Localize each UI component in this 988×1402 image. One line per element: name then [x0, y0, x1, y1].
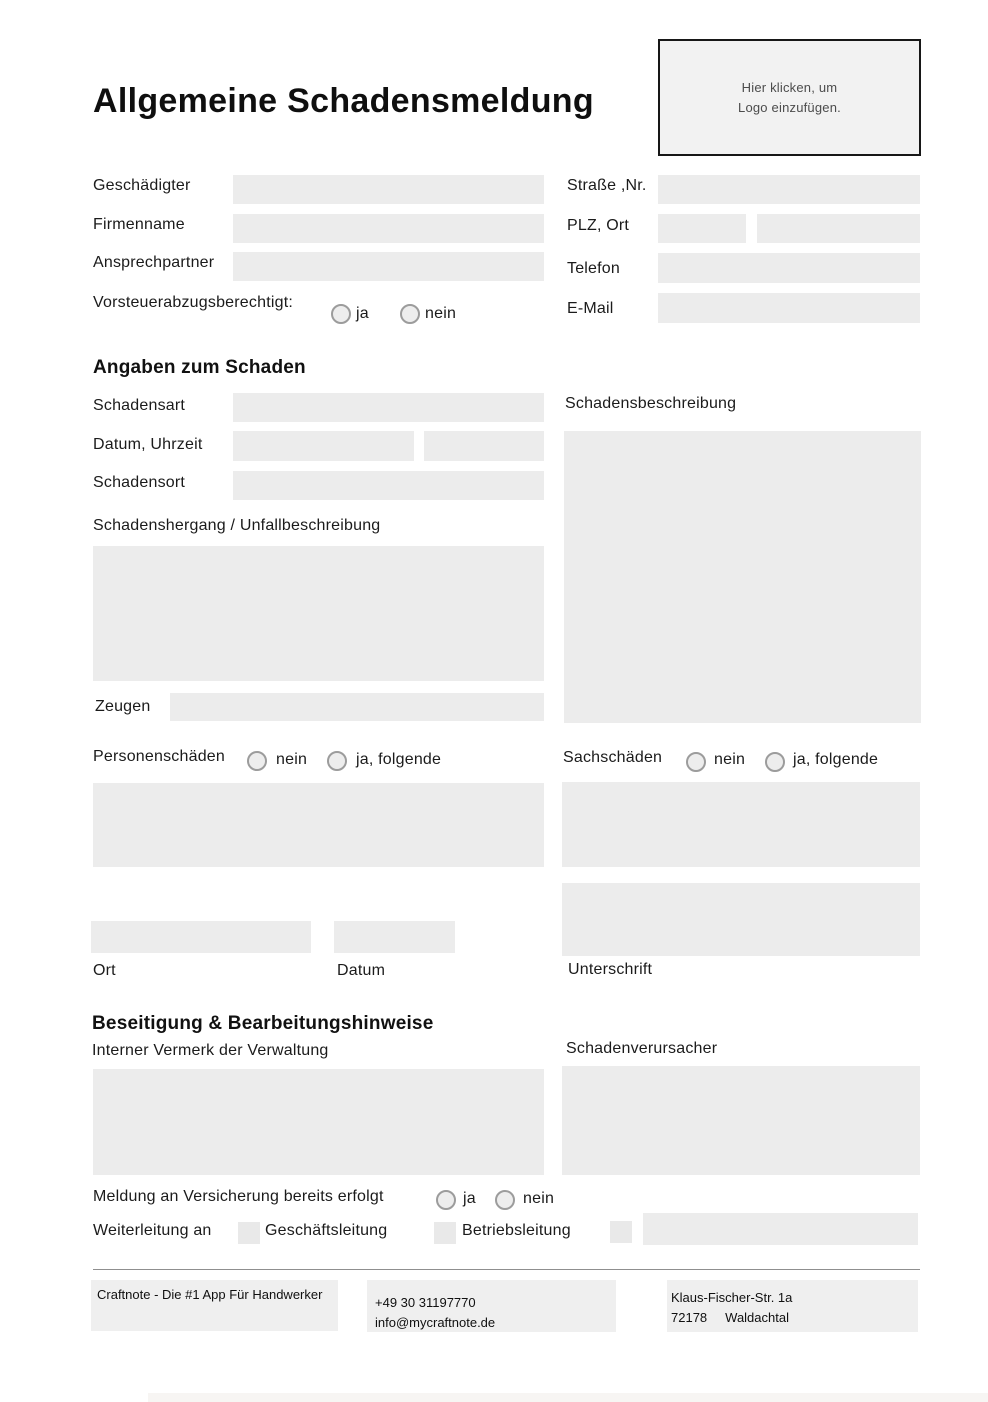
- vorsteuer-ja-label: ja: [356, 305, 369, 322]
- plz-input[interactable]: [658, 214, 746, 243]
- uhrzeit-input[interactable]: [424, 431, 544, 461]
- geschaeftsleitung-label: Geschäftsleitung: [265, 1222, 388, 1239]
- vorsteuer-nein-label: nein: [425, 305, 457, 322]
- schadensort-label: Schadensort: [93, 474, 186, 491]
- personenschaeden-ja-radio[interactable]: [327, 751, 347, 771]
- ort-sign-input[interactable]: [91, 921, 311, 953]
- footer-contact-box: [367, 1280, 616, 1332]
- schadensart-label: Schadensart: [93, 397, 186, 414]
- strasse-label: Straße ,Nr.: [567, 177, 647, 194]
- datum-input[interactable]: [233, 431, 414, 461]
- schadenverursacher-label: Schadenverursacher: [566, 1040, 718, 1057]
- unterschrift-box[interactable]: [562, 883, 920, 956]
- logo-upload-hint-line1: Hier klicken, um: [741, 79, 838, 95]
- schadensbeschreibung-textarea[interactable]: [564, 431, 921, 723]
- schadensbeschreibung-label: Schadensbeschreibung: [565, 395, 737, 412]
- footer-address-box: [667, 1280, 918, 1332]
- schadensart-input[interactable]: [233, 393, 544, 422]
- datum-sign-input[interactable]: [334, 921, 455, 953]
- strasse-input[interactable]: [658, 175, 920, 204]
- telefon-label: Telefon: [567, 260, 620, 277]
- weiterleitung-sonstige-checkbox[interactable]: [610, 1221, 632, 1243]
- footer-company: Craftnote - Die #1 App Für Handwerker: [97, 1287, 323, 1302]
- meldung-ja-radio[interactable]: [436, 1190, 456, 1210]
- sachschaeden-nein-label: nein: [714, 751, 746, 768]
- email-label: E-Mail: [567, 300, 614, 317]
- weiterleitung-label: Weiterleitung an: [93, 1222, 212, 1239]
- ort-sign-label: Ort: [93, 962, 116, 979]
- footer-divider: [93, 1269, 920, 1270]
- footer-company-box: [91, 1280, 338, 1331]
- geschaeftsleitung-checkbox[interactable]: [238, 1222, 260, 1244]
- hergang-textarea[interactable]: [93, 546, 544, 681]
- plz-ort-label: PLZ, Ort: [567, 217, 630, 234]
- sachschaeden-label: Sachschäden: [563, 749, 663, 766]
- personenschaeden-ja-label: ja, folgende: [356, 751, 442, 768]
- betriebsleitung-checkbox[interactable]: [434, 1222, 456, 1244]
- ort-input[interactable]: [757, 214, 920, 243]
- vorsteuer-nein-radio[interactable]: [400, 304, 420, 324]
- meldung-ja-label: ja: [463, 1190, 476, 1207]
- footer-address-city: Waldachtal: [725, 1310, 789, 1325]
- logo-upload-hint-line2: Logo einzufügen.: [738, 99, 841, 115]
- meldung-label: Meldung an Versicherung bereits erfolgt: [93, 1188, 384, 1205]
- page-title: Allgemeine Schadensmeldung: [93, 82, 594, 120]
- personenschaeden-nein-radio[interactable]: [247, 751, 267, 771]
- page-bottom-edge: [148, 1393, 988, 1402]
- vermerk-textarea[interactable]: [93, 1069, 544, 1175]
- vorsteuer-label: Vorsteuerabzugsberechtigt:: [93, 294, 293, 311]
- personenschaeden-nein-label: nein: [276, 751, 308, 768]
- schadenverursacher-textarea[interactable]: [562, 1066, 920, 1175]
- sachschaeden-ja-radio[interactable]: [765, 752, 785, 772]
- footer-address-plz: 72178: [671, 1310, 708, 1325]
- ansprechpartner-input[interactable]: [233, 252, 544, 281]
- datum-uhrzeit-label: Datum, Uhrzeit: [93, 436, 203, 453]
- hergang-label: Schadenshergang / Unfallbeschreibung: [93, 517, 381, 534]
- ansprechpartner-label: Ansprechpartner: [93, 254, 215, 271]
- weiterleitung-sonstige-input[interactable]: [643, 1213, 918, 1245]
- personenschaeden-label: Personenschäden: [93, 748, 225, 765]
- vermerk-label: Interner Vermerk der Verwaltung: [92, 1042, 329, 1059]
- firmenname-label: Firmenname: [93, 216, 185, 233]
- footer-address-city-line: [671, 1308, 918, 1328]
- section-beseitigung: Beseitigung & Bearbeitungshinweise: [92, 1013, 434, 1034]
- personenschaeden-textarea[interactable]: [93, 783, 544, 867]
- section-angaben-zum-schaden: Angaben zum Schaden: [93, 357, 306, 378]
- zeugen-input[interactable]: [170, 693, 544, 721]
- vorsteuer-ja-radio[interactable]: [331, 304, 351, 324]
- meldung-nein-label: nein: [523, 1190, 555, 1207]
- footer-address-street: Klaus-Fischer-Str. 1a: [671, 1290, 793, 1305]
- sachschaeden-textarea[interactable]: [562, 782, 920, 867]
- telefon-input[interactable]: [658, 253, 920, 283]
- firmenname-input[interactable]: [233, 214, 544, 243]
- betriebsleitung-label: Betriebsleitung: [462, 1222, 571, 1239]
- footer-phone: +49 30 31197770: [375, 1295, 476, 1310]
- zeugen-label: Zeugen: [95, 698, 151, 715]
- geschaedigter-label: Geschädigter: [93, 177, 191, 194]
- geschaedigter-input[interactable]: [233, 175, 544, 204]
- footer-email: info@mycraftnote.de: [375, 1315, 496, 1330]
- logo-upload-box[interactable]: [658, 39, 921, 156]
- unterschrift-label: Unterschrift: [568, 961, 653, 978]
- meldung-nein-radio[interactable]: [495, 1190, 515, 1210]
- email-input[interactable]: [658, 293, 920, 323]
- datum-sign-label: Datum: [337, 962, 386, 979]
- sachschaeden-ja-label: ja, folgende: [793, 751, 879, 768]
- sachschaeden-nein-radio[interactable]: [686, 752, 706, 772]
- schadensort-input[interactable]: [233, 471, 544, 500]
